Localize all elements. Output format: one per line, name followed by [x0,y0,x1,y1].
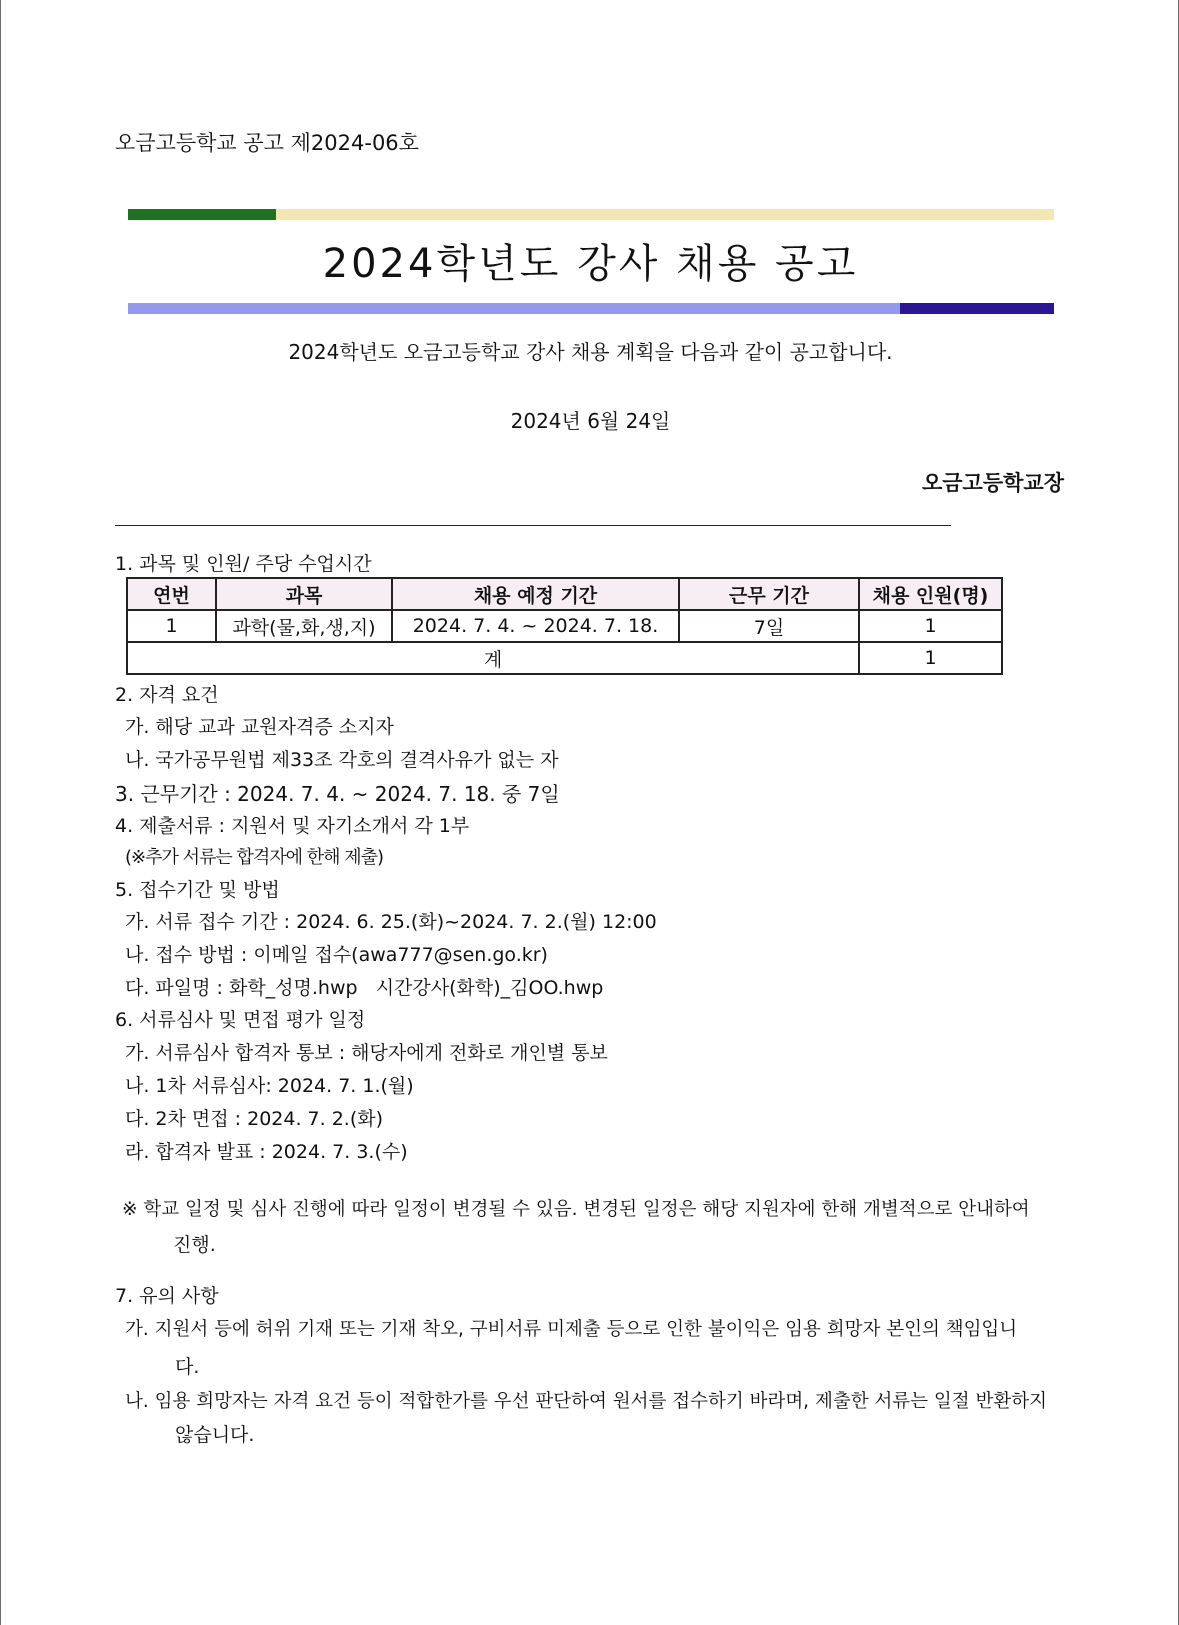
recruit-table [126,577,1003,675]
announcement-date: 2024년 6월 24일 [510,409,671,433]
table-header-cell: 채용 예정 기간 [392,578,679,610]
table-cell: 2024. 7. 4. ~ 2024. 7. 18. [392,610,679,642]
section6-heading: 6. 서류심사 및 면접 평가 일정 [115,1009,366,1031]
list-item: 나. 국가공무원법 제33조 각호의 결격사유가 없는 자 [125,749,559,771]
section4-note: (※추가 서류는 합격자에 한해 제출) [125,847,384,868]
section3-heading: 3. 근무기간 : 2024. 7. 4. ~ 2024. 7. 18. 중 7일 [115,782,560,806]
section5-heading: 5. 접수기간 및 방법 [115,879,280,901]
table-cell: 7일 [679,610,859,642]
list-item-cont: 다. [175,1356,200,1378]
principal-signature: 오금고등학교장 [921,471,1064,495]
list-item: 가. 서류심사 합격자 통보 : 해당자에게 전화로 개인별 통보 [125,1042,608,1064]
table-header-cell: 채용 인원(명) [859,578,1002,610]
section1-heading: 1. 과목 및 인원/ 주당 수업시간 [115,553,372,575]
list-item: 다. 파일명 : 화학_성명.hwp 시간강사(화학)_김OO.hwp [125,977,604,999]
title-bar-top-beige [276,209,1054,220]
table-total-row [127,642,1002,674]
title-bar-bottom-light [128,303,900,314]
list-item: 나. 1차 서류심사: 2024. 7. 1.(월) [125,1075,414,1097]
section2-heading: 2. 자격 요건 [115,684,219,706]
doc-number: 오금고등학교 공고 제2024-06호 [115,131,419,155]
schedule-notice: ※ 학교 일정 및 심사 진행에 따라 일정이 변경될 수 있음. 변경된 일정은 해당 지원자에 한해 개별적으로 안내하여 [122,1199,1030,1220]
list-item: 가. 서류 접수 기간 : 2024. 6. 25.(화)~2024. 7. 2.(월) 12:00 [125,911,657,933]
table-header-cell: 연번 [127,578,216,610]
list-item: 나. 임용 희망자는 자격 요건 등이 적합한가를 우선 판단하여 원서를 접수하기 바라며, 제출한 서류는 일절 반환하지 [125,1391,1048,1412]
table-cell: 과학(물,화,생,지) [216,610,392,642]
divider-line [115,525,951,526]
list-item: 가. 지원서 등에 허위 기재 또는 기재 착오, 구비서류 미제출 등으로 인한 불이익은 임용 희망자 본인의 책임입니 [125,1319,1018,1340]
list-item: 가. 해당 교과 교원자격증 소지자 [125,716,394,738]
table-row [127,610,1002,642]
table-total-label: 계 [127,642,859,674]
section4-heading: 4. 제출서류 : 지원서 및 자기소개서 각 1부 [115,815,470,837]
title-bar-top-green [128,209,276,220]
section7-heading: 7. 유의 사항 [115,1285,219,1307]
table-total-value: 1 [859,642,1002,674]
table-cell: 1 [859,610,1002,642]
table-header-row [127,578,1002,610]
list-item: 다. 2차 면접 : 2024. 7. 2.(화) [125,1108,384,1130]
table-header-cell: 근무 기간 [679,578,859,610]
table-header-cell: 과목 [216,578,392,610]
schedule-notice-cont: 진행. [173,1234,216,1256]
list-item: 라. 합격자 발표 : 2024. 7. 3.(수) [125,1141,408,1163]
table-cell: 1 [127,610,216,642]
lead-text: 2024학년도 오금고등학교 강사 채용 계획을 다음과 같이 공고합니다. [288,340,893,364]
list-item: 나. 접수 방법 : 이메일 접수(awa777@sen.go.kr) [125,944,548,966]
title-bar-bottom-dark [900,303,1054,314]
list-item-cont: 않습니다. [175,1424,255,1446]
page-title: 2024학년도 강사 채용 공고 [322,241,859,287]
